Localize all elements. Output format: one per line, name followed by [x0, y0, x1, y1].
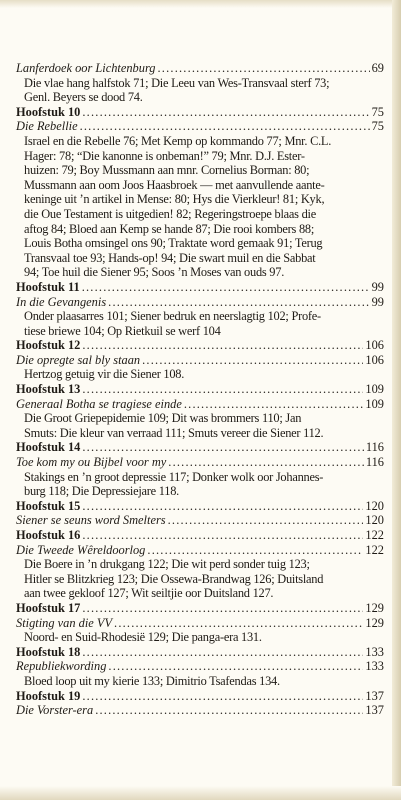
page-number: 122 — [365, 528, 384, 542]
subtopic-line: Smuts: Die kleur van verraad 111; Smuts vereer die Siener 112. — [24, 425, 324, 440]
page-top-shadow — [0, 0, 401, 8]
chapter-heading — [16, 280, 384, 295]
dot-leader — [142, 353, 363, 368]
chapter-subtopics — [16, 76, 384, 105]
subtopic-line: Louis Botha omsingel ons 90; Traktate word gemaak 91; Terug — [24, 236, 323, 251]
chapter-title-line — [16, 659, 384, 674]
chapter-number: Hoofstuk 19 — [16, 688, 81, 703]
page-number: 120 — [365, 513, 384, 528]
subtopic-line: tiese briewe 104; Op Rietkuil se werf 104 — [24, 323, 221, 338]
chapter-number: Hoofstuk 13 — [16, 382, 81, 397]
chapter-title-line — [16, 455, 384, 470]
chapter-number: Hoofstuk 17 — [16, 600, 81, 615]
dot-leader — [82, 440, 363, 455]
chapter-number: Hoofstuk 10 — [16, 104, 81, 119]
chapter-heading — [16, 338, 384, 353]
dot-leader — [108, 295, 369, 310]
chapter-title-line — [16, 295, 384, 310]
page-bottom-shadow — [0, 786, 401, 800]
page-number: 120 — [365, 498, 384, 513]
subtopic-line: Hitler se Blitzkrieg 123; Die Ossewa-Brandwag 126; Duitsland — [24, 571, 324, 586]
page-number: 75 — [371, 119, 384, 134]
chapter-number: Hoofstuk 16 — [16, 528, 81, 542]
subtopic-line: 94; Toe huil die Siener 95; Soos ’n Moses van ouds 97. — [24, 265, 285, 280]
dot-leader — [95, 703, 363, 718]
chapter-title: Die Tweede Wêreldoorlog — [16, 542, 146, 557]
dot-leader — [82, 499, 363, 514]
page-number: 133 — [365, 659, 384, 674]
chapter-title: Die Vorster-era — [16, 703, 94, 718]
subtopic-line: Die Groot Griepepidemie 109; Dit was brommers 110; Jan — [24, 411, 302, 426]
chapter-subtopics — [16, 411, 384, 440]
page-number: 116 — [365, 440, 384, 455]
subtopic-line: Bloed loop uit my kierie 133; Dimitrio Tsafendas 134. — [24, 673, 280, 688]
chapter-title-line — [16, 61, 384, 76]
chapter-title: Republiekwording — [16, 659, 107, 674]
subtopic-line: aftog 84; Bloed aan Kemp se hande 87; Die rooi kombers 88; — [24, 221, 315, 236]
subtopic-line: huizen: 79; Boy Mussmann aan mnr. Cornelius Borman: 80; — [24, 163, 310, 178]
dot-leader — [184, 397, 364, 412]
subtopic-line: Hertzog getuig vir die Siener 108. — [24, 367, 185, 382]
chapter-title-line — [16, 543, 384, 558]
chapter-title: Die Rebellie — [16, 119, 78, 134]
chapter-title-line — [16, 119, 384, 134]
chapter-heading — [16, 528, 384, 543]
dot-leader — [114, 616, 363, 631]
chapter-number: Hoofstuk 12 — [16, 338, 81, 353]
subtopic-line: Transvaal toe 93; Hands-op! 94; Die swart muil en die Sabbat — [24, 250, 316, 265]
chapter-title: Stigting van die VV — [16, 615, 113, 630]
chapter-number: Hoofstuk 14 — [16, 440, 81, 455]
subtopic-line: burg 118; Die Depressiejare 118. — [24, 484, 179, 499]
page-number: 122 — [365, 542, 384, 557]
chapter-heading — [16, 499, 384, 514]
chapter-heading — [16, 105, 384, 120]
chapter-title-line — [16, 616, 384, 631]
subtopic-line: Israel en die Rebelle 76; Met Kemp op kommando 77; Mnr. C.L. — [24, 133, 332, 148]
subtopic-line: Die Boere in ’n drukgang 122; Die wit perd sonder tuig 123; — [24, 557, 310, 572]
chapter-number: Hoofstuk 15 — [16, 498, 81, 513]
page-number: 129 — [365, 600, 384, 615]
dot-leader — [82, 382, 363, 397]
dot-leader — [82, 338, 363, 353]
page-number: 129 — [365, 615, 384, 630]
chapter-title-line — [16, 353, 384, 368]
subtopic-line: Noord- en Suid-Rhodesië 129; Die panga-era 131. — [24, 630, 262, 645]
subtopic-line: Die vlae hang halfstok 71; Die Leeu van Wes-Transvaal sterf 73; — [24, 75, 330, 90]
page-number: 99 — [371, 294, 384, 309]
chapter-subtopics — [16, 470, 384, 499]
page-number: 137 — [365, 703, 384, 718]
page-number: 69 — [371, 61, 384, 75]
dot-leader — [168, 455, 364, 470]
subtopic-line: Genl. Beyers se dood 74. — [24, 90, 143, 105]
subtopic-line: Stakings en ’n groot depressie 117; Donker wolk oor Johannes- — [24, 469, 324, 484]
page-number: 133 — [365, 644, 384, 659]
chapter-title-line — [16, 703, 384, 718]
dot-leader — [158, 61, 370, 76]
chapter-title-line — [16, 513, 384, 528]
chapter-title: Generaal Botha se tragiese einde — [16, 396, 182, 411]
subtopic-line: keninge uit ’n artikel in Mense: 80; Hys die Vierkleur! 81; Kyk, — [24, 192, 325, 207]
chapter-subtopics — [16, 309, 384, 338]
dot-leader — [80, 119, 370, 134]
page-number: 106 — [365, 352, 384, 367]
chapter-title-line — [16, 397, 384, 412]
page-number: 109 — [365, 382, 384, 397]
chapter-title: In die Gevangenis — [16, 294, 107, 309]
page-edge — [392, 0, 401, 800]
subtopic-line: Hager: 78; “Die kanonne is onbeman!” 79; Mnr. D.J. Ester- — [24, 148, 305, 163]
subtopic-line: die Oue Testament is uitgedien! 82; Regeringstroepe blaas die — [24, 206, 316, 221]
chapter-heading — [16, 440, 384, 455]
chapter-subtopics — [16, 630, 384, 645]
chapter-subtopics — [16, 134, 384, 280]
chapter-title: Die opregte sal bly staan — [16, 352, 141, 367]
subtopic-line: aan twee gekloof 127; Wit seiltjie oor Duitsland 127. — [24, 586, 274, 601]
chapter-title: Toe kom my ou Bijbel voor my — [16, 455, 167, 470]
dot-leader — [147, 543, 363, 558]
table-of-contents — [16, 61, 384, 718]
chapter-subtopics — [16, 557, 384, 601]
page-number: 109 — [365, 396, 384, 411]
dot-leader — [82, 645, 363, 660]
dot-leader — [82, 528, 363, 543]
page-number: 116 — [365, 455, 384, 470]
dot-leader — [82, 601, 363, 616]
chapter-number: Hoofstuk 11 — [16, 279, 80, 294]
chapter-heading — [16, 689, 384, 704]
page-number: 137 — [365, 688, 384, 703]
chapter-heading — [16, 601, 384, 616]
subtopic-line: Mussmann aan oom Joos Haasbroek — met aanvullende aante- — [24, 177, 325, 192]
chapter-title: Siener se seuns word Smelters — [16, 513, 166, 528]
dot-leader — [82, 280, 370, 295]
dot-leader — [82, 105, 369, 120]
dot-leader — [168, 513, 364, 528]
dot-leader — [82, 689, 363, 704]
chapter-subtopics — [16, 367, 384, 382]
chapter-heading — [16, 382, 384, 397]
chapter-number: Hoofstuk 18 — [16, 644, 81, 659]
subtopic-line: Onder plaasarres 101; Siener bedruk en neerslagtig 102; Profe- — [24, 309, 321, 324]
page-number: 75 — [371, 104, 384, 119]
chapter-heading — [16, 645, 384, 660]
chapter-title: Lanferdoek oor Lichtenburg — [16, 61, 156, 75]
page-number: 99 — [371, 279, 384, 294]
dot-leader — [108, 659, 363, 674]
chapter-subtopics — [16, 674, 384, 689]
page-number: 106 — [365, 338, 384, 353]
